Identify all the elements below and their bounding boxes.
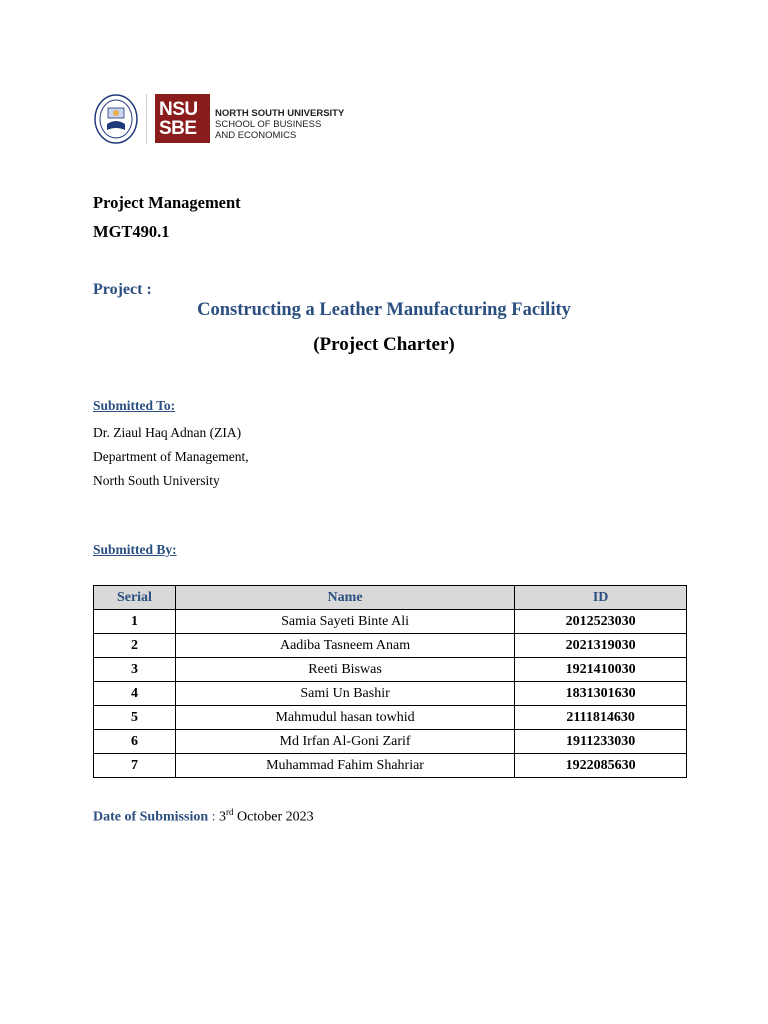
table-row bbox=[94, 658, 687, 682]
id-cell: 1921410030 bbox=[515, 658, 687, 682]
serial-cell: 6 bbox=[94, 730, 176, 754]
serial-cell: 3 bbox=[94, 658, 176, 682]
course-name: Project Management bbox=[93, 193, 241, 212]
submitted-by-label: Submitted By: bbox=[93, 542, 177, 557]
id-cell: 1831301630 bbox=[515, 682, 687, 706]
table-row bbox=[94, 754, 687, 778]
name-cell: Md Irfan Al-Goni Zarif bbox=[175, 730, 514, 754]
table-header-row bbox=[94, 586, 687, 610]
serial-cell: 1 bbox=[94, 610, 176, 634]
school-line-2: AND ECONOMICS bbox=[215, 130, 297, 141]
column-header-name: Name bbox=[175, 586, 514, 610]
id-cell: 2012523030 bbox=[515, 610, 687, 634]
name-cell: Aadiba Tasneem Anam bbox=[175, 634, 514, 658]
submission-date-line bbox=[93, 807, 314, 826]
name-cell: Reeti Biswas bbox=[175, 658, 514, 682]
submitted-to-label: Submitted To: bbox=[93, 398, 176, 413]
name-cell: Mahmudul hasan towhid bbox=[175, 706, 514, 730]
name-cell: Samia Sayeti Binte Ali bbox=[175, 610, 514, 634]
table-row bbox=[94, 730, 687, 754]
column-header-serial: Serial bbox=[94, 586, 176, 610]
nsu-seal-logo bbox=[94, 94, 138, 144]
serial-cell: 5 bbox=[94, 706, 176, 730]
project-title: Constructing a Leather Manufacturing Facility bbox=[197, 300, 571, 320]
submission-date-label: Date of Submission bbox=[93, 809, 209, 825]
nsu-sbe-logo bbox=[155, 94, 210, 143]
supervisor-university: North South University bbox=[93, 473, 220, 488]
sbe-logo-top-text: NSU bbox=[159, 99, 198, 120]
members-table bbox=[93, 585, 687, 778]
id-cell: 1911233030 bbox=[515, 730, 687, 754]
supervisor-department: Department of Management, bbox=[93, 449, 249, 464]
serial-cell: 7 bbox=[94, 754, 176, 778]
table-row bbox=[94, 610, 687, 634]
table-row bbox=[94, 706, 687, 730]
school-name-block bbox=[215, 108, 344, 141]
id-cell: 1922085630 bbox=[515, 754, 687, 778]
logo-divider bbox=[146, 94, 147, 144]
submission-date-separator: : bbox=[211, 809, 216, 825]
school-line-1: SCHOOL OF BUSINESS bbox=[215, 119, 322, 130]
submission-day: 3 bbox=[219, 809, 227, 825]
id-cell: 2021319030 bbox=[515, 634, 687, 658]
supervisor-name: Dr. Ziaul Haq Adnan (ZIA) bbox=[93, 425, 242, 440]
submission-day-suffix: rd bbox=[226, 807, 234, 817]
project-subtitle: (Project Charter) bbox=[313, 334, 455, 355]
project-label: Project : bbox=[93, 281, 152, 298]
serial-cell: 4 bbox=[94, 682, 176, 706]
university-name: NORTH SOUTH UNIVERSITY bbox=[215, 108, 345, 119]
id-cell: 2111814630 bbox=[515, 706, 687, 730]
serial-cell: 2 bbox=[94, 634, 176, 658]
table-row bbox=[94, 634, 687, 658]
sbe-logo-bottom-text: SBE bbox=[159, 118, 197, 139]
table-row bbox=[94, 682, 687, 706]
column-header-id: ID bbox=[515, 586, 687, 610]
submission-month-year: October 2023 bbox=[237, 809, 314, 825]
name-cell: Muhammad Fahim Shahriar bbox=[175, 754, 514, 778]
course-code: MGT490.1 bbox=[93, 222, 170, 241]
name-cell: Sami Un Bashir bbox=[175, 682, 514, 706]
